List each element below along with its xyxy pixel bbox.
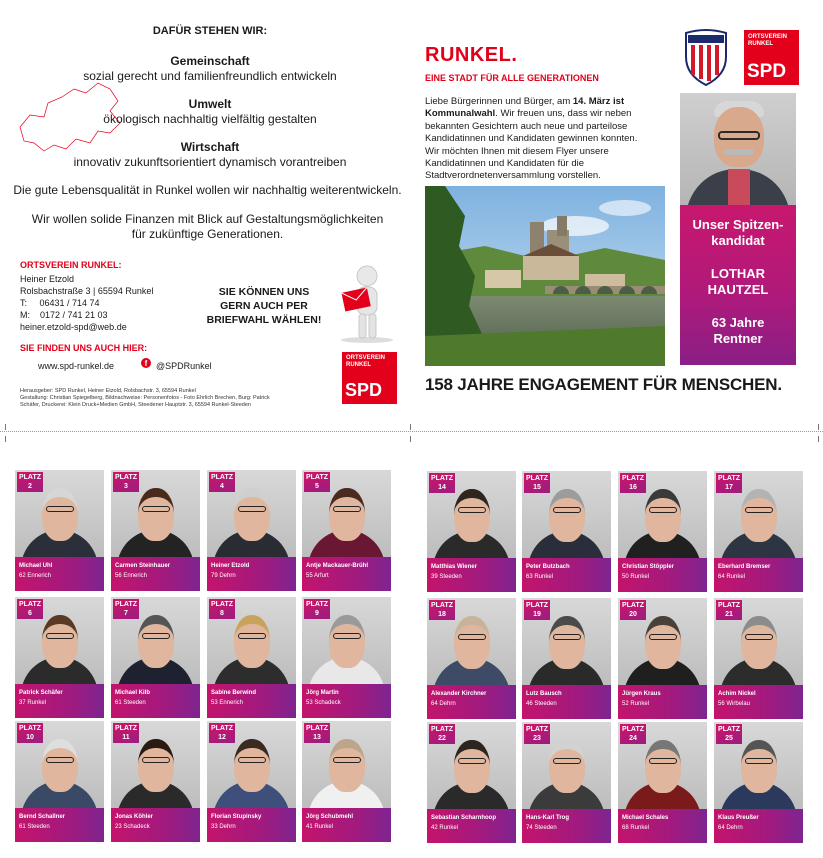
- spd-logo-right: [744, 30, 799, 85]
- platz-label: PLATZ: [114, 474, 138, 481]
- crop-mark: [818, 424, 819, 430]
- platz-number: 20: [629, 611, 637, 618]
- candidate-card: [15, 597, 104, 718]
- platz-badge: [304, 599, 330, 619]
- platz-label: PLATZ: [305, 725, 329, 732]
- candidate-name: Heiner Etzold: [211, 563, 250, 569]
- platz-number: 13: [313, 734, 321, 741]
- candidate-face: [42, 739, 78, 792]
- top-candidate-lastname: HAUTZEL: [707, 282, 769, 297]
- top-candidate-age: 63 Jahre: [711, 315, 765, 330]
- platz-badge: [524, 473, 550, 493]
- platz-badge: [209, 723, 235, 743]
- platz-badge: [716, 473, 742, 493]
- candidate-age-place: 53 Schadeck: [306, 700, 341, 706]
- candidate-face: [138, 739, 174, 792]
- candidate-name: Jonas Köhler: [115, 814, 154, 820]
- candidate-face: [454, 616, 490, 669]
- candidate-glasses: [649, 758, 677, 764]
- candidate-info-band: [15, 684, 104, 718]
- candidate-face: [645, 489, 681, 542]
- candidate-card: [427, 598, 516, 719]
- platz-number: 16: [629, 484, 637, 491]
- briefwahl-line3: BRIEFWAHL WÄHLEN!: [206, 314, 322, 326]
- candidate-age-place: 79 Dehrn: [211, 573, 236, 579]
- candidate-face: [549, 616, 585, 669]
- platz-number: 15: [533, 484, 541, 491]
- platz-number: 25: [725, 735, 733, 742]
- platz-number: 9: [315, 610, 319, 617]
- platz-label: PLATZ: [305, 601, 329, 608]
- candidate-glasses: [238, 633, 266, 639]
- candidate-card: [111, 597, 200, 718]
- candidate-card: [427, 722, 516, 843]
- candidate-info-band: [207, 684, 296, 718]
- briefwahl-line1: SIE KÖNNEN UNS: [218, 286, 310, 298]
- candidate-age-place: 53 Ennerich: [211, 700, 244, 706]
- candidate-glasses: [46, 757, 74, 763]
- candidate-face: [741, 616, 777, 669]
- candidate-glasses: [458, 758, 486, 764]
- candidate-name: Klaus Preußer: [718, 815, 759, 821]
- platz-number: 18: [438, 611, 446, 618]
- candidate-info-band: [522, 685, 611, 719]
- candidate-info-band: [714, 558, 803, 592]
- runkel-castle-photo: [425, 186, 665, 366]
- platz-label: PLATZ: [210, 601, 234, 608]
- candidate-age-place: 56 Ennerich: [115, 573, 148, 579]
- platz-label: PLATZ: [114, 601, 138, 608]
- candidate-glasses: [142, 506, 170, 512]
- candidate-face: [329, 488, 365, 541]
- candidate-card: [15, 470, 104, 591]
- platz-number: 22: [438, 735, 446, 742]
- candidate-age-place: 23 Schadeck: [115, 824, 150, 830]
- candidate-name: Matthias Wiener: [431, 564, 477, 570]
- intro-text-start: Liebe Bürgerinnen und Bürger, am: [425, 96, 573, 107]
- candidate-card: [111, 470, 200, 591]
- candidate-face: [138, 615, 174, 668]
- candidate-card: [714, 471, 803, 592]
- candidate-glasses: [553, 507, 581, 513]
- top-candidate-firstname: LOTHAR: [710, 266, 766, 281]
- candidate-card: [207, 721, 296, 842]
- candidate-age-place: 50 Runkel: [622, 574, 650, 580]
- website-link[interactable]: www.spd-runkel.de: [38, 361, 115, 371]
- candidate-age-place: 55 Arfurt: [306, 573, 329, 579]
- platz-badge: [113, 723, 139, 743]
- candidate-info-band: [427, 809, 516, 843]
- platz-number: 6: [28, 610, 32, 617]
- platz-badge: [429, 724, 455, 744]
- candidate-card: [427, 471, 516, 592]
- platz-label: PLATZ: [717, 726, 741, 733]
- platz-label: PLATZ: [621, 602, 645, 609]
- platz-number: 17: [725, 484, 733, 491]
- platz-label: PLATZ: [18, 601, 42, 608]
- platz-label: PLATZ: [525, 602, 549, 609]
- facebook-handle[interactable]: @SPDRunkel: [156, 361, 212, 371]
- platz-number: 11: [122, 734, 130, 741]
- platz-badge: [209, 472, 235, 492]
- platz-number: 7: [124, 610, 128, 617]
- candidate-glasses: [458, 634, 486, 640]
- contact-heading: ORTSVEREIN RUNKEL:: [20, 260, 122, 270]
- platz-number: 4: [220, 483, 224, 490]
- candidate-face: [138, 488, 174, 541]
- platz-label: PLATZ: [430, 475, 454, 482]
- briefwahl-note: [198, 285, 330, 327]
- candidate-age-place: 33 Dehrn: [211, 824, 236, 830]
- find-us-heading: SIE FINDEN UNS AUCH HIER:: [20, 343, 148, 353]
- platz-number: 24: [629, 735, 637, 742]
- platz-label: PLATZ: [717, 475, 741, 482]
- platz-label: PLATZ: [18, 474, 42, 481]
- candidate-age-place: 74 Steeden: [526, 825, 557, 831]
- candidate-info-band: [302, 557, 391, 591]
- platz-badge: [620, 473, 646, 493]
- contact-block: [20, 273, 200, 333]
- platz-label: PLATZ: [18, 725, 42, 732]
- candidate-info-band: [522, 558, 611, 592]
- platz-number: 3: [124, 483, 128, 490]
- platz-badge: [620, 724, 646, 744]
- candidate-info-band: [427, 685, 516, 719]
- top-candidate-label1: Unser Spitzen-: [692, 217, 784, 232]
- value-title-gemeinschaft: Gemeinschaft: [170, 54, 250, 68]
- candidate-info-band: [714, 809, 803, 843]
- candidate-glasses: [649, 634, 677, 640]
- candidate-name: Alexander Kirchner: [431, 691, 487, 697]
- candidate-info-band: [207, 557, 296, 591]
- candidate-age-place: 64 Dehrn: [431, 701, 456, 707]
- candidate-name: Michael Uhl: [19, 563, 53, 569]
- facebook-icon[interactable]: f: [141, 358, 151, 368]
- contact-phone: T: 06431 / 714 74: [20, 298, 100, 308]
- platz-badge: [429, 600, 455, 620]
- platz-badge: [620, 600, 646, 620]
- platz-badge: [209, 599, 235, 619]
- platz-label: PLATZ: [210, 474, 234, 481]
- spd-logo-label: SPD: [747, 61, 787, 82]
- candidate-age-place: 63 Runkel: [526, 574, 554, 580]
- candidate-glasses: [142, 633, 170, 639]
- values-heading: DAFÜR STEHEN WIR:: [152, 25, 268, 37]
- crop-mark: [5, 436, 6, 442]
- candidate-name: Florian Stupinsky: [211, 814, 262, 820]
- platz-label: PLATZ: [717, 602, 741, 609]
- candidate-info-band: [111, 808, 200, 842]
- spd-logo-ov: ORTSVEREIN: [346, 355, 386, 361]
- candidate-card: [714, 722, 803, 843]
- top-candidate-label2: kandidat: [711, 233, 765, 248]
- candidate-age-place: 64 Dehrn: [718, 825, 743, 831]
- candidate-age-place: 64 Runkel: [718, 574, 746, 580]
- candidate-glasses: [142, 757, 170, 763]
- candidate-name: Michael Schales: [622, 815, 669, 821]
- candidate-card: [302, 470, 391, 591]
- candidate-card: [522, 722, 611, 843]
- candidate-name: Achim Nickel: [718, 691, 756, 697]
- platz-badge: [716, 724, 742, 744]
- runkel-subtitle: EINE STADT FÜR ALLE GENERATIONEN: [425, 73, 599, 83]
- candidate-age-place: 61 Steeden: [19, 824, 50, 830]
- value-title-umwelt: Umwelt: [188, 97, 232, 111]
- platz-label: PLATZ: [430, 602, 454, 609]
- candidate-face: [329, 739, 365, 792]
- candidate-glasses: [46, 506, 74, 512]
- platz-number: 19: [533, 611, 541, 618]
- candidate-face: [549, 489, 585, 542]
- candidate-card: [522, 598, 611, 719]
- platz-badge: [113, 472, 139, 492]
- candidate-card: [618, 471, 707, 592]
- finance-statement-line1: Wir wollen solide Finanzen mit Blick auf Gestaltungsmöglichkeiten: [31, 212, 384, 226]
- platz-label: PLATZ: [525, 726, 549, 733]
- candidate-info-band: [427, 558, 516, 592]
- platz-badge: [524, 724, 550, 744]
- candidate-name: Hans-Karl Trog: [526, 815, 570, 821]
- imprint-line3: Schäfer, Druckerei: Klein Druck+Medien GmbH, Steedener Hauptstr. 3, 65594 Runkel-Steeden: [20, 402, 251, 408]
- candidate-glasses: [553, 634, 581, 640]
- imprint: [20, 388, 320, 409]
- candidate-name: Carmen Steinhauer: [115, 563, 171, 569]
- platz-label: PLATZ: [210, 725, 234, 732]
- candidate-info-band: [111, 684, 200, 718]
- candidate-info-band: [207, 808, 296, 842]
- candidate-info-band: [302, 684, 391, 718]
- candidate-info-band: [522, 809, 611, 843]
- candidate-glasses: [333, 506, 361, 512]
- quality-statement: Die gute Lebensqualität in Runkel wollen wir nachhaltig weiterentwickeln.: [13, 183, 402, 197]
- candidate-name: Michael Kilb: [115, 690, 151, 696]
- candidate-glasses: [46, 633, 74, 639]
- candidate-age-place: 42 Runkel: [431, 825, 459, 831]
- candidate-face: [549, 740, 585, 793]
- imprint-line2: Gestaltung: Christian Spiegelberg, Bildnachweise: Personenfotos - Foto Ehrlich Brechen, Burg: Patrick: [20, 395, 270, 401]
- spd-logo-ov: ORTSVEREIN: [748, 34, 788, 40]
- crop-mark: [5, 424, 6, 430]
- candidate-age-place: 37 Runkel: [19, 700, 47, 706]
- value-title-wirtschaft: Wirtschaft: [180, 140, 240, 154]
- candidate-glasses: [238, 506, 266, 512]
- candidate-glasses: [745, 758, 773, 764]
- candidate-name: Lutz Bausch: [526, 691, 562, 697]
- candidate-name: Sebastian Scharnhoop: [431, 815, 497, 821]
- slogan: 158 JAHRE ENGAGEMENT FÜR MENSCHEN.: [425, 375, 782, 394]
- platz-number: 23: [533, 735, 541, 742]
- runkel-title: RUNKEL.: [425, 44, 518, 66]
- intro-text-election-date: 14. März ist Kommunalwahl: [425, 96, 625, 120]
- platz-badge: [17, 599, 43, 619]
- platz-number: 5: [315, 483, 319, 490]
- candidate-info-band: [618, 685, 707, 719]
- platz-label: PLATZ: [621, 475, 645, 482]
- platz-label: PLATZ: [430, 726, 454, 733]
- candidate-card: [302, 597, 391, 718]
- platz-badge: [524, 600, 550, 620]
- candidate-name: Peter Butzbach: [526, 564, 570, 570]
- candidate-info-band: [15, 808, 104, 842]
- candidate-name: Christian Stöppler: [622, 564, 675, 570]
- candidate-info-band: [302, 808, 391, 842]
- candidate-name: Eberhard Bremser: [718, 564, 771, 570]
- candidate-name: Bernd Schallner: [19, 814, 66, 820]
- top-candidate-job: Rentner: [713, 331, 763, 346]
- finance-statement-line2: für zukünftige Generationen.: [131, 227, 284, 241]
- platz-number: 21: [725, 611, 733, 618]
- candidate-face: [645, 616, 681, 669]
- candidate-face: [42, 488, 78, 541]
- mail-figure-illustration: [325, 262, 403, 344]
- runkel-coat-of-arms: [682, 27, 730, 87]
- spd-logo-left: [342, 352, 397, 404]
- candidate-glasses: [745, 634, 773, 640]
- platz-label: PLATZ: [114, 725, 138, 732]
- candidate-glasses: [458, 507, 486, 513]
- platz-badge: [304, 723, 330, 743]
- candidate-glasses: [333, 633, 361, 639]
- imprint-line1: Herausgeber: SPD Runkel, Heiner Etzold, Rolsbachstr. 3, 65594 Runkel: [20, 388, 196, 394]
- value-desc-wirtschaft: innovativ zukunftsorientiert dynamisch vorantreiben: [73, 155, 347, 169]
- candidate-age-place: 52 Runkel: [622, 701, 650, 707]
- candidate-face: [234, 739, 270, 792]
- crop-mark: [410, 424, 411, 430]
- candidate-age-place: 41 Runkel: [306, 824, 334, 830]
- candidate-name: Antje Mackauer-Brühl: [306, 563, 369, 569]
- candidate-info-band: [111, 557, 200, 591]
- fold-line: [0, 431, 823, 432]
- platz-number: 2: [28, 483, 32, 490]
- contact-address: Rolsbachstraße 3 | 65594 Runkel: [20, 286, 154, 296]
- value-desc-gemeinschaft: sozial gerecht und familienfreundlich entwickeln: [83, 69, 337, 83]
- candidate-face: [42, 615, 78, 668]
- platz-badge: [113, 599, 139, 619]
- candidate-name: Jürgen Kraus: [622, 691, 661, 697]
- candidate-glasses: [238, 757, 266, 763]
- platz-badge: [17, 723, 43, 743]
- candidate-face: [454, 740, 490, 793]
- platz-number: 8: [220, 610, 224, 617]
- candidate-card: [618, 722, 707, 843]
- candidate-card: [207, 470, 296, 591]
- spd-logo-town: RUNKEL: [748, 41, 773, 47]
- platz-badge: [716, 600, 742, 620]
- candidate-age-place: 39 Steeden: [431, 574, 462, 580]
- platz-label: PLATZ: [305, 474, 329, 481]
- crop-mark: [410, 436, 411, 442]
- candidate-name: Patrick Schäfer: [19, 690, 63, 696]
- platz-label: PLATZ: [621, 726, 645, 733]
- candidate-info-band: [714, 685, 803, 719]
- candidate-age-place: 62 Ennerich: [19, 573, 52, 579]
- candidate-card: [111, 721, 200, 842]
- candidate-card: [714, 598, 803, 719]
- candidate-info-band: [618, 558, 707, 592]
- platz-number: 14: [438, 484, 446, 491]
- crop-mark: [818, 436, 819, 442]
- platz-number: 10: [26, 734, 34, 741]
- candidate-face: [234, 615, 270, 668]
- contact-name: Heiner Etzold: [20, 274, 75, 284]
- candidate-age-place: 56 Wirbelau: [718, 701, 751, 707]
- intro-text: [425, 96, 653, 183]
- candidate-name: Jörg Martin: [306, 690, 339, 696]
- spd-logo-town: RUNKEL: [346, 362, 371, 368]
- contact-email[interactable]: heiner.etzold-spd@web.de: [20, 322, 127, 332]
- top-candidate-panel: [680, 205, 796, 365]
- candidate-age-place: 46 Steeden: [526, 701, 557, 707]
- candidate-card: [15, 721, 104, 842]
- platz-badge: [17, 472, 43, 492]
- candidate-info-band: [15, 557, 104, 591]
- candidate-glasses: [745, 507, 773, 513]
- candidate-age-place: 68 Runkel: [622, 825, 650, 831]
- contact-mobile: M: 0172 / 741 21 03: [20, 310, 108, 320]
- candidate-face: [741, 489, 777, 542]
- candidate-card: [302, 721, 391, 842]
- candidate-face: [234, 488, 270, 541]
- candidate-info-band: [618, 809, 707, 843]
- value-desc-umwelt: ökologisch nachhaltig vielfältig gestalten: [103, 112, 317, 126]
- candidate-card: [207, 597, 296, 718]
- candidate-face: [741, 740, 777, 793]
- platz-badge: [304, 472, 330, 492]
- briefwahl-line2: GERN AUCH PER: [220, 300, 308, 312]
- candidate-card: [618, 598, 707, 719]
- candidate-face: [454, 489, 490, 542]
- candidate-glasses: [649, 507, 677, 513]
- intro-text-rest: . Wir freuen uns, dass wir neben bekannten Gesichtern auch neue und parteilose Kandidatinnen und Kandidaten gewinnen konnten. Wir möchten Ihnen mit diesem Flyer unsere Kandidatinnen und Kandidaten für die Stadtverordnetenversammlung vorstellen.: [425, 108, 638, 182]
- platz-number: 12: [218, 734, 226, 741]
- candidate-face: [645, 740, 681, 793]
- top-candidate-photo: [680, 93, 796, 205]
- candidate-age-place: 61 Steeden: [115, 700, 146, 706]
- candidate-name: Sabine Berwind: [211, 690, 257, 696]
- spd-logo-label: SPD: [345, 380, 383, 400]
- candidate-card: [522, 471, 611, 592]
- platz-badge: [429, 473, 455, 493]
- platz-label: PLATZ: [525, 475, 549, 482]
- candidate-glasses: [553, 758, 581, 764]
- candidate-glasses: [333, 757, 361, 763]
- candidate-face: [329, 615, 365, 668]
- candidate-name: Jörg Schubmehl: [306, 814, 354, 820]
